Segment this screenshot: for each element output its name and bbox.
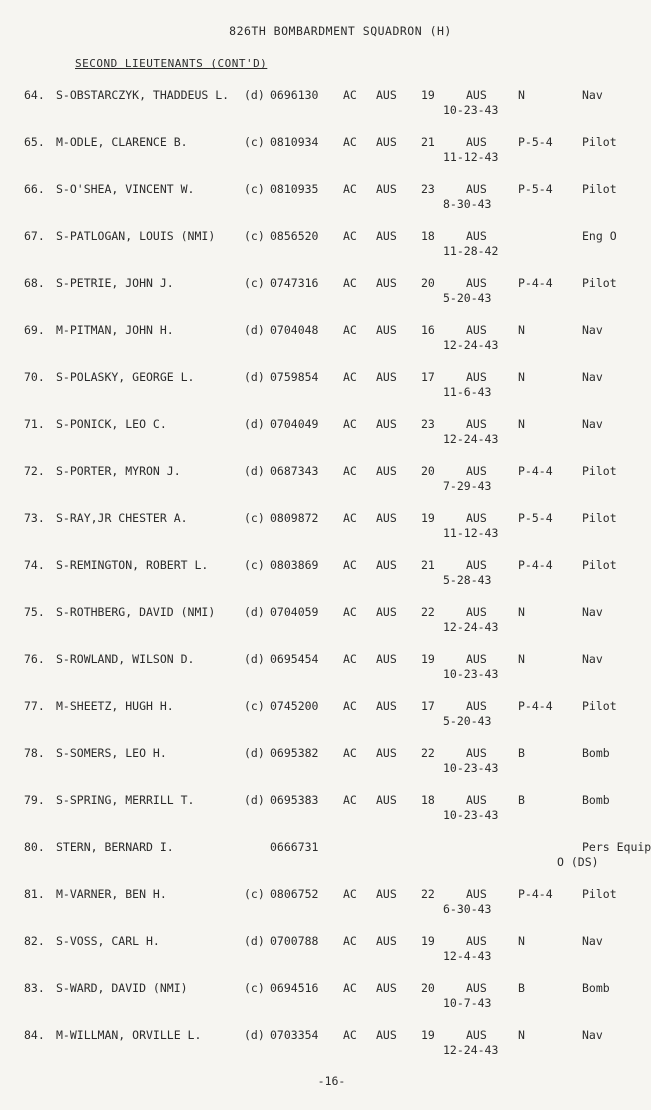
- status-code: (d): [244, 370, 265, 384]
- age-value: 19: [421, 652, 435, 666]
- serial-number: 0704059: [270, 605, 319, 619]
- branch: AC: [343, 229, 357, 243]
- duty: Nav: [582, 652, 603, 666]
- status-code: (d): [244, 88, 265, 102]
- duty: Pers Equip: [582, 840, 651, 854]
- status-code: (c): [244, 699, 265, 713]
- branch: AC: [343, 135, 357, 149]
- age-value: 16: [421, 323, 435, 337]
- officer-name: M-SHEETZ, HUGH H.: [56, 699, 174, 713]
- aus-label: AUS: [466, 1028, 487, 1042]
- age-value: 19: [421, 511, 435, 525]
- branch: AC: [343, 88, 357, 102]
- serial-number: 0810935: [270, 182, 319, 196]
- status-code: (c): [244, 558, 265, 572]
- duty: Nav: [582, 88, 603, 102]
- officer-name: S-VOSS, CARL H.: [56, 934, 160, 948]
- rating: P-4-4: [518, 276, 553, 290]
- serial-number: 0694516: [270, 981, 319, 995]
- rating: N: [518, 323, 525, 337]
- duty: Nav: [582, 934, 603, 948]
- table-row: [0, 135, 651, 175]
- officer-name: S-POLASKY, GEORGE L.: [56, 370, 195, 384]
- serial-number: 0696130: [270, 88, 319, 102]
- age-value: 23: [421, 182, 435, 196]
- serial-number: 0704049: [270, 417, 319, 431]
- status-code: (d): [244, 793, 265, 807]
- branch: AC: [343, 981, 357, 995]
- rating: N: [518, 934, 525, 948]
- status-code: (c): [244, 229, 265, 243]
- serial-number: 0759854: [270, 370, 319, 384]
- officer-name: S-WARD, DAVID (NMI): [56, 981, 188, 995]
- status-code: (d): [244, 934, 265, 948]
- age-value: 18: [421, 793, 435, 807]
- entry-number: 76.: [24, 652, 45, 666]
- status-code: (d): [244, 746, 265, 760]
- component: AUS: [376, 558, 397, 572]
- rating: P-5-4: [518, 182, 553, 196]
- branch: AC: [343, 934, 357, 948]
- component: AUS: [376, 981, 397, 995]
- serial-number: 0695383: [270, 793, 319, 807]
- officer-name: M-VARNER, BEN H.: [56, 887, 167, 901]
- rating: N: [518, 605, 525, 619]
- duty: Nav: [582, 605, 603, 619]
- rank-date: 11-28-42: [443, 244, 499, 258]
- rating: P-5-4: [518, 511, 553, 525]
- branch: AC: [343, 182, 357, 196]
- age-value: 20: [421, 276, 435, 290]
- status-code: (c): [244, 981, 265, 995]
- officer-name: S-OBSTARCZYK, THADDEUS L.: [56, 88, 230, 102]
- officer-name: S-SOMERS, LEO H.: [56, 746, 167, 760]
- rating: P-4-4: [518, 699, 553, 713]
- duty: Pilot: [582, 558, 617, 572]
- rating: N: [518, 417, 525, 431]
- officer-name: M-PITMAN, JOHN H.: [56, 323, 174, 337]
- aus-label: AUS: [466, 605, 487, 619]
- rating: P-4-4: [518, 464, 553, 478]
- officer-name: S-REMINGTON, ROBERT L.: [56, 558, 209, 572]
- duty: Pilot: [582, 464, 617, 478]
- aus-label: AUS: [466, 934, 487, 948]
- table-row: [0, 182, 651, 222]
- branch: AC: [343, 558, 357, 572]
- status-code: (c): [244, 182, 265, 196]
- component: AUS: [376, 417, 397, 431]
- rank-date: 5-20-43: [443, 291, 492, 305]
- component: AUS: [376, 699, 397, 713]
- table-row: [0, 370, 651, 410]
- entry-number: 69.: [24, 323, 45, 337]
- branch: AC: [343, 699, 357, 713]
- aus-label: AUS: [466, 276, 487, 290]
- serial-number: 0747316: [270, 276, 319, 290]
- duty: Nav: [582, 1028, 603, 1042]
- rating: N: [518, 1028, 525, 1042]
- entry-number: 79.: [24, 793, 45, 807]
- branch: AC: [343, 464, 357, 478]
- serial-number: 0803869: [270, 558, 319, 572]
- status-code: (d): [244, 1028, 265, 1042]
- rank-date: 11-6-43: [443, 385, 492, 399]
- entry-number: 81.: [24, 887, 45, 901]
- officer-name: S-PONICK, LEO C.: [56, 417, 167, 431]
- serial-number: 0809872: [270, 511, 319, 525]
- age-value: 22: [421, 605, 435, 619]
- entry-number: 70.: [24, 370, 45, 384]
- table-row: [0, 605, 651, 645]
- component: AUS: [376, 370, 397, 384]
- table-row: [0, 88, 651, 128]
- table-row: [0, 793, 651, 833]
- officer-name: M-ODLE, CLARENCE B.: [56, 135, 188, 149]
- table-row: [0, 934, 651, 974]
- component: AUS: [376, 934, 397, 948]
- branch: AC: [343, 323, 357, 337]
- officer-name: S-O'SHEA, VINCENT W.: [56, 182, 195, 196]
- rating: B: [518, 793, 525, 807]
- age-value: 18: [421, 229, 435, 243]
- aus-label: AUS: [466, 746, 487, 760]
- aus-label: AUS: [466, 182, 487, 196]
- component: AUS: [376, 88, 397, 102]
- serial-number: 0666731: [270, 840, 319, 854]
- aus-label: AUS: [466, 135, 487, 149]
- duty: Pilot: [582, 135, 617, 149]
- serial-number: 0806752: [270, 887, 319, 901]
- age-value: 17: [421, 699, 435, 713]
- table-row: [0, 652, 651, 692]
- duty: Pilot: [582, 511, 617, 525]
- entry-number: 78.: [24, 746, 45, 760]
- rank-date: 12-24-43: [443, 432, 499, 446]
- duty: Pilot: [582, 276, 617, 290]
- table-row: [0, 1028, 651, 1068]
- duty: Pilot: [582, 699, 617, 713]
- age-value: 17: [421, 370, 435, 384]
- entry-number: 71.: [24, 417, 45, 431]
- rank-date: 10-23-43: [443, 808, 499, 822]
- serial-number: 0695454: [270, 652, 319, 666]
- serial-number: 0704048: [270, 323, 319, 337]
- aus-label: AUS: [466, 417, 487, 431]
- rank-date: 6-30-43: [443, 902, 492, 916]
- table-row: [0, 558, 651, 598]
- page-number: -16-: [317, 1074, 346, 1088]
- rating: P-4-4: [518, 558, 553, 572]
- entry-number: 68.: [24, 276, 45, 290]
- table-row: [0, 746, 651, 786]
- table-row: [0, 511, 651, 551]
- rank-date: 7-29-43: [443, 479, 492, 493]
- rating: N: [518, 652, 525, 666]
- rank-date: 11-12-43: [443, 526, 499, 540]
- age-value: 21: [421, 558, 435, 572]
- serial-number: 0687343: [270, 464, 319, 478]
- rank-date: 8-30-43: [443, 197, 492, 211]
- aus-label: AUS: [466, 229, 487, 243]
- officer-name: S-PORTER, MYRON J.: [56, 464, 181, 478]
- table-row: [0, 840, 651, 880]
- officer-name: S-PETRIE, JOHN J.: [56, 276, 174, 290]
- aus-label: AUS: [466, 323, 487, 337]
- branch: AC: [343, 276, 357, 290]
- status-code: (d): [244, 464, 265, 478]
- entry-number: 67.: [24, 229, 45, 243]
- component: AUS: [376, 276, 397, 290]
- aus-label: AUS: [466, 652, 487, 666]
- branch: AC: [343, 605, 357, 619]
- duty: Nav: [582, 370, 603, 384]
- table-row: [0, 887, 651, 927]
- duty: Eng O: [582, 229, 617, 243]
- age-value: 23: [421, 417, 435, 431]
- duty: Nav: [582, 417, 603, 431]
- status-code: (d): [244, 323, 265, 337]
- branch: AC: [343, 793, 357, 807]
- rank-date: 12-24-43: [443, 338, 499, 352]
- table-row: [0, 323, 651, 363]
- serial-number: 0695382: [270, 746, 319, 760]
- age-value: 19: [421, 1028, 435, 1042]
- status-code: (d): [244, 417, 265, 431]
- branch: AC: [343, 1028, 357, 1042]
- component: AUS: [376, 511, 397, 525]
- aus-label: AUS: [466, 699, 487, 713]
- age-value: 19: [421, 88, 435, 102]
- status-code: (c): [244, 276, 265, 290]
- rank-date: 10-23-43: [443, 761, 499, 775]
- component: AUS: [376, 229, 397, 243]
- duty: Nav: [582, 323, 603, 337]
- component: AUS: [376, 605, 397, 619]
- serial-number: 0700788: [270, 934, 319, 948]
- entry-number: 64.: [24, 88, 45, 102]
- branch: AC: [343, 652, 357, 666]
- entry-number: 73.: [24, 511, 45, 525]
- rank-date: 12-24-43: [443, 1043, 499, 1057]
- rating: B: [518, 981, 525, 995]
- rank-date: 10-23-43: [443, 103, 499, 117]
- aus-label: AUS: [466, 981, 487, 995]
- age-value: 22: [421, 746, 435, 760]
- serial-number: 0703354: [270, 1028, 319, 1042]
- entry-number: 74.: [24, 558, 45, 572]
- rating: B: [518, 746, 525, 760]
- table-row: [0, 981, 651, 1021]
- rank-date: 10-7-43: [443, 996, 492, 1010]
- rank-date: 12-4-43: [443, 949, 492, 963]
- component: AUS: [376, 793, 397, 807]
- entry-number: 80.: [24, 840, 45, 854]
- officer-name: STERN, BERNARD I.: [56, 840, 174, 854]
- status-code: (c): [244, 887, 265, 901]
- rank-date: 5-20-43: [443, 714, 492, 728]
- age-value: 22: [421, 887, 435, 901]
- branch: AC: [343, 511, 357, 525]
- component: AUS: [376, 323, 397, 337]
- aus-label: AUS: [466, 370, 487, 384]
- age-value: 20: [421, 464, 435, 478]
- status-code: (d): [244, 605, 265, 619]
- component: AUS: [376, 887, 397, 901]
- entry-number: 66.: [24, 182, 45, 196]
- serial-number: 0745200: [270, 699, 319, 713]
- aus-label: AUS: [466, 558, 487, 572]
- rank-date: 12-24-43: [443, 620, 499, 634]
- table-row: [0, 229, 651, 269]
- entry-number: 82.: [24, 934, 45, 948]
- officer-name: S-SPRING, MERRILL T.: [56, 793, 195, 807]
- table-row: [0, 276, 651, 316]
- officer-name: S-ROTHBERG, DAVID (NMI): [56, 605, 216, 619]
- rank-date: 10-23-43: [443, 667, 499, 681]
- duty: Bomb: [582, 746, 610, 760]
- entry-number: 75.: [24, 605, 45, 619]
- rating: P-5-4: [518, 135, 553, 149]
- rating: P-4-4: [518, 887, 553, 901]
- table-row: [0, 464, 651, 504]
- branch: AC: [343, 746, 357, 760]
- component: AUS: [376, 135, 397, 149]
- aus-label: AUS: [466, 793, 487, 807]
- duty: Bomb: [582, 981, 610, 995]
- duty: Pilot: [582, 182, 617, 196]
- duty: Pilot: [582, 887, 617, 901]
- officer-name: S-ROWLAND, WILSON D.: [56, 652, 195, 666]
- table-row: [0, 417, 651, 457]
- serial-number: 0810934: [270, 135, 319, 149]
- table-row: [0, 699, 651, 739]
- age-value: 20: [421, 981, 435, 995]
- serial-number: 0856520: [270, 229, 319, 243]
- page-title: 826TH BOMBARDMENT SQUADRON (H): [229, 24, 452, 38]
- entry-number: 72.: [24, 464, 45, 478]
- age-value: 21: [421, 135, 435, 149]
- officer-name: S-RAY,JR CHESTER A.: [56, 511, 188, 525]
- component: AUS: [376, 1028, 397, 1042]
- officer-name: M-WILLMAN, ORVILLE L.: [56, 1028, 202, 1042]
- aus-label: AUS: [466, 887, 487, 901]
- entry-number: 83.: [24, 981, 45, 995]
- rank-date: 11-12-43: [443, 150, 499, 164]
- branch: AC: [343, 887, 357, 901]
- branch: AC: [343, 370, 357, 384]
- status-code: (d): [244, 652, 265, 666]
- rating: N: [518, 370, 525, 384]
- branch: AC: [343, 417, 357, 431]
- duty: Bomb: [582, 793, 610, 807]
- component: AUS: [376, 464, 397, 478]
- component: AUS: [376, 182, 397, 196]
- entry-number: 65.: [24, 135, 45, 149]
- entry-number: 84.: [24, 1028, 45, 1042]
- duty-line-2: O (DS): [557, 855, 599, 869]
- age-value: 19: [421, 934, 435, 948]
- status-code: (c): [244, 511, 265, 525]
- aus-label: AUS: [466, 88, 487, 102]
- rating: N: [518, 88, 525, 102]
- component: AUS: [376, 652, 397, 666]
- section-heading: SECOND LIEUTENANTS (CONT'D): [75, 57, 268, 70]
- aus-label: AUS: [466, 511, 487, 525]
- aus-label: AUS: [466, 464, 487, 478]
- rank-date: 5-28-43: [443, 573, 492, 587]
- officer-name: S-PATLOGAN, LOUIS (NMI): [56, 229, 216, 243]
- component: AUS: [376, 746, 397, 760]
- status-code: (c): [244, 135, 265, 149]
- entry-number: 77.: [24, 699, 45, 713]
